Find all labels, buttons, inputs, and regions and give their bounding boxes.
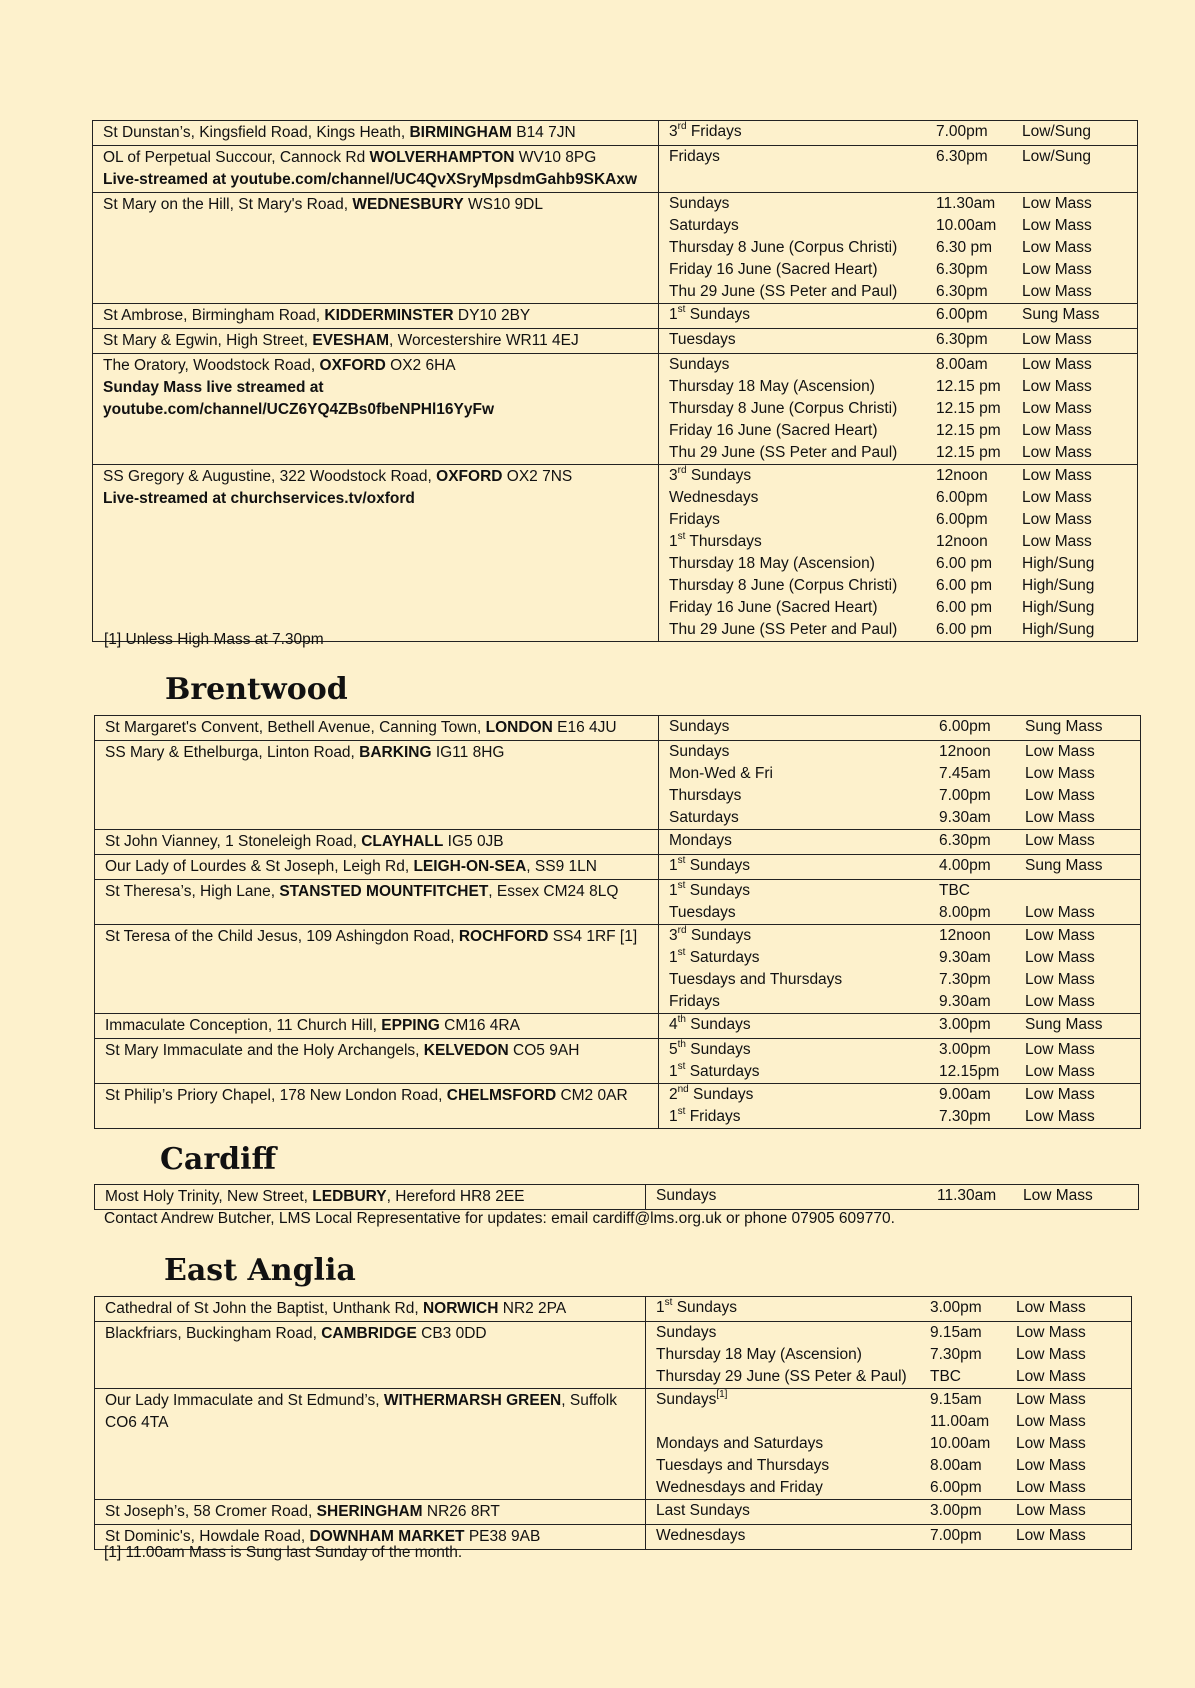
mass-day: Fridays [669,993,720,1010]
mass-time: 3.00pm [930,1299,982,1316]
table-row [93,304,1138,329]
mass-type: Low Mass [1022,467,1092,484]
mass-type: Low Mass [1025,787,1095,804]
church-location: St Teresa of the Child Jesus, 109 Ashingdon Road, ROCHFORD SS4 1RF [1] [95,925,659,1014]
table-row [95,1297,1132,1322]
mass-type: Low Mass [1022,283,1092,300]
table-row [95,1500,1132,1525]
mass-type: Low Mass [1016,1324,1086,1341]
mass-type: Low Mass [1025,949,1095,966]
mass-time: 12noon [939,743,991,760]
mass-day: Tuesdays [669,904,736,921]
mass-type: Low/Sung [1022,148,1091,165]
mass-time: 6.30pm [936,148,988,165]
mass-time: 12noon [936,467,988,484]
mass-times [659,121,1137,143]
mass-times [659,329,1137,351]
table-row [95,880,1141,925]
mass-type [1025,880,1140,902]
mass-type: Low Mass [1023,1187,1093,1204]
mass-time: 6.00pm [936,306,988,323]
table-row [93,121,1138,146]
mass-day: Tuesdays and Thursdays [669,971,843,988]
mass-time: 9.15am [930,1324,982,1341]
mass-type: Low Mass [1016,1457,1086,1474]
mass-day: Mondays [669,832,732,849]
table-row [95,1014,1141,1039]
table-row [95,1322,1132,1389]
mass-type: High/Sung [1022,599,1095,616]
church-location: St Mary on the Hill, St Mary's Road, WEDNESBURY WS10 9DL [93,193,659,304]
church-location: St Theresa’s, High Lane, STANSTED MOUNTFITCHET, Essex CM24 8LQ [95,880,659,925]
mass-time: 12.15 pm [936,422,1001,439]
table-row [95,830,1141,855]
mass-day: 3rd Sundays [669,925,752,944]
mass-type: Low Mass [1022,400,1092,417]
mass-type: Low Mass [1025,927,1095,944]
mass-times [659,716,1140,738]
mass-times [659,830,1140,852]
brentwood-heading: Brentwood [165,672,348,707]
mass-day: Last Sundays [656,1502,750,1519]
mass-type: Low Mass [1022,511,1092,528]
church-location: Blackfriars, Buckingham Road, CAMBRIDGE CB3 0DD [95,1322,646,1389]
table-row [95,855,1141,880]
mass-day: Sundays [669,743,730,760]
mass-type: Sung Mass [1025,1016,1103,1033]
mass-times [659,1084,1140,1128]
mass-time: 10.00am [930,1435,991,1452]
mass-day: 1st Fridays [669,1106,741,1125]
mass-time: 6.30pm [936,261,988,278]
mass-type: Low Mass [1016,1479,1086,1496]
mass-type: Low Mass [1022,356,1092,373]
mass-day: Sundays [669,195,730,212]
church-location: Our Lady Immaculate and St Edmund’s, WITHERMARSH GREEN, Suffolk CO6 4TA [95,1389,646,1500]
table-row [93,193,1138,304]
mass-time: 7.00pm [939,787,991,804]
mass-day: Thu 29 June (SS Peter and Paul) [669,283,898,300]
mass-type: Low Mass [1016,1502,1086,1519]
mass-type: Low Mass [1016,1435,1086,1452]
mass-times [659,354,1137,464]
mass-type: Low Mass [1025,765,1095,782]
church-location: Our Lady of Lourdes & St Joseph, Leigh Rd, LEIGH-ON-SEA, SS9 1LN [95,855,659,880]
mass-day: 1st Saturdays [669,947,760,966]
mass-day: Saturdays [669,217,739,234]
mass-time: 6.00 pm [936,621,993,638]
mass-day: Mon-Wed & Fri [669,765,773,782]
mass-time: 12.15 pm [936,444,1001,461]
mass-time: 9.30am [939,949,991,966]
mass-day: 1st Sundays [669,304,751,323]
mass-times [659,880,1140,924]
mass-time: 4.00pm [939,857,991,874]
mass-day: Thu 29 June (SS Peter and Paul) [669,621,898,638]
mass-time: 8.00am [936,356,988,373]
mass-type: Low Mass [1022,489,1092,506]
mass-type: Low Mass [1025,743,1095,760]
mass-time: 6.00 pm [936,599,993,616]
mass-time: 12noon [939,927,991,944]
table-row [95,1084,1141,1129]
mass-day: Thursdays [669,787,742,804]
mass-time: 12noon [936,533,988,550]
mass-type: Low Mass [1022,261,1092,278]
mass-day: Tuesdays and Thursdays [656,1457,830,1474]
mass-day: Friday 16 June (Sacred Heart) [669,422,878,439]
mass-time: 12.15pm [939,1063,1000,1080]
mass-day: 5th Sundays [669,1039,751,1058]
mass-time: 8.00pm [939,904,991,921]
mass-time: 7.00pm [930,1527,982,1544]
mass-type: High/Sung [1022,577,1095,594]
mass-time: 6.00pm [939,718,991,735]
mass-day: Sundays [656,1324,717,1341]
table-row [95,1039,1141,1084]
church-location: St John Vianney, 1 Stoneleigh Road, CLAYHALL IG5 0JB [95,830,659,855]
mass-type: Low Mass [1022,331,1092,348]
mass-time: 6.30pm [936,283,988,300]
church-location: St Joseph’s, 58 Cromer Road, SHERINGHAM NR26 8RT [95,1500,646,1525]
mass-time: 11.00am [930,1413,990,1430]
mass-type: High/Sung [1022,621,1095,638]
mass-day: 1st Sundays [669,880,751,899]
mass-type: Sung Mass [1022,306,1100,323]
mass-times [659,855,1140,877]
mass-day: 2nd Sundays [669,1084,754,1103]
mass-day: Mondays and Saturdays [656,1435,824,1452]
table-row [95,1389,1132,1500]
mass-type: High/Sung [1022,555,1095,572]
table-row [95,741,1141,830]
mass-times [646,1389,1131,1499]
birmingham-schedule-table [92,120,1138,642]
mass-type: Low Mass [1022,422,1092,439]
mass-type: Low Mass [1025,993,1095,1010]
mass-type: Low Mass [1025,1063,1095,1080]
mass-time: 7.00pm [936,123,988,140]
mass-day: 3rd Fridays [669,121,742,140]
mass-day: Thursday 8 June (Corpus Christi) [669,400,898,417]
cardiff-heading: Cardiff [160,1142,277,1177]
church-location: Cathedral of St John the Baptist, Unthank Rd, NORWICH NR2 2PA [95,1297,646,1322]
mass-time: 3.00pm [939,1041,991,1058]
mass-time: 7.30pm [939,971,991,988]
mass-type: Low Mass [1016,1391,1086,1408]
mass-day: Fridays [669,511,720,528]
church-location: Immaculate Conception, 11 Church Hill, EPPING CM16 4RA [95,1014,659,1039]
table-row [93,465,1138,642]
table-row [93,146,1138,193]
mass-time: 3.00pm [939,1016,991,1033]
cardiff-footnote: Contact Andrew Butcher, LMS Local Representative for updates: email cardiff@lms.org.uk or phone 07905 609770. [104,1210,895,1227]
mass-time: 7.30pm [930,1346,982,1363]
church-location: The Oratory, Woodstock Road, OXFORD OX2 6HA Sunday Mass live streamed at youtube.com/channel/UCZ6YQ4ZBs0fbeNPHl16YyFw [93,354,659,465]
table-row [93,329,1138,354]
mass-day [646,1411,930,1433]
mass-day: Wednesdays [669,489,759,506]
mass-type: Low Mass [1025,832,1095,849]
mass-day: Friday 16 June (Sacred Heart) [669,261,878,278]
mass-times [659,304,1137,326]
mass-times [646,1185,1138,1207]
east-anglia-schedule-table [94,1296,1132,1550]
mass-type: Low Mass [1025,1086,1095,1103]
mass-type: Low Mass [1025,971,1095,988]
mass-times [659,465,1137,641]
mass-times [646,1525,1131,1547]
mass-time: 6.00 pm [936,577,993,594]
mass-day: Thursday 18 May (Ascension) [656,1346,862,1363]
mass-type: Low/Sung [1022,123,1091,140]
mass-day: Wednesdays and Friday [656,1479,823,1496]
mass-time: 6.30 pm [936,239,993,256]
church-location: St Dominic's, Howdale Road, DOWNHAM MARKET PE38 9AB [95,1525,646,1550]
mass-day: Tuesdays [669,331,736,348]
mass-day: Thursday 8 June (Corpus Christi) [669,239,898,256]
mass-type: Low Mass [1016,1527,1086,1544]
mass-day: Sundays[1] [656,1389,728,1408]
mass-time: 6.00 pm [936,555,993,572]
church-location: SS Mary & Ethelburga, Linton Road, BARKING IG11 8HG [95,741,659,830]
mass-day: 4th Sundays [669,1014,751,1033]
mass-time: 9.15am [930,1391,982,1408]
church-location: OL of Perpetual Succour, Cannock Rd WOLVERHAMPTON WV10 8PG Live-streamed at youtube.com/channel/UC4QvXSryMpsdmGahb9SKAxw [93,146,659,193]
mass-time: 6.30pm [936,331,988,348]
mass-times [646,1500,1131,1522]
church-location: St Mary & Egwin, High Street, EVESHAM, Worcestershire WR11 4EJ [93,329,659,354]
mass-type: Low Mass [1025,1041,1095,1058]
mass-day: Sundays [669,356,730,373]
mass-type: Sung Mass [1025,718,1103,735]
table-row [93,354,1138,465]
table-row [95,1185,1139,1210]
east-anglia-heading: East Anglia [164,1253,356,1288]
mass-times [659,741,1140,829]
mass-times [659,925,1140,1013]
mass-times [659,1039,1140,1083]
mass-type: Low Mass [1016,1299,1086,1316]
mass-time: 7.30pm [939,1108,991,1125]
mass-type: Low Mass [1016,1368,1086,1385]
mass-day: Fridays [669,148,720,165]
birmingham-footnote: [1] Unless High Mass at 7.30pm [104,631,324,648]
mass-type: Low Mass [1016,1413,1086,1430]
mass-type: Low Mass [1025,809,1095,826]
mass-day: 1st Sundays [669,855,751,874]
mass-time: 3.00pm [930,1502,982,1519]
mass-times [659,193,1137,303]
mass-time: 10.00am [936,217,997,234]
mass-day: Thu 29 June (SS Peter and Paul) [669,444,898,461]
church-location: St Margaret's Convent, Bethell Avenue, Canning Town, LONDON E16 4JU [95,716,659,741]
mass-day: 1st Thursdays [669,531,762,550]
mass-time: 12.15 pm [936,378,1001,395]
mass-time: 6.30pm [939,832,991,849]
east-anglia-footnote: [1] 11.00am Mass is Sung last Sunday of the month. [104,1544,463,1561]
mass-day: Wednesdays [656,1527,746,1544]
mass-day: Sundays [656,1187,717,1204]
mass-times [646,1322,1131,1388]
mass-day: Saturdays [669,809,739,826]
mass-time: TBC [930,1368,961,1385]
cardiff-schedule-table [94,1184,1139,1210]
mass-type: Low Mass [1022,239,1092,256]
mass-day: Friday 16 June (Sacred Heart) [669,599,878,616]
mass-day: Thursday 29 June (SS Peter & Paul) [656,1368,907,1385]
mass-time: 9.30am [939,993,991,1010]
mass-time: 9.30am [939,809,991,826]
mass-type: Sung Mass [1025,857,1103,874]
church-location: St Philip’s Priory Chapel, 178 New London Road, CHELMSFORD CM2 0AR [95,1084,659,1129]
mass-times [646,1297,1131,1319]
church-location: St Dunstan’s, Kingsfield Road, Kings Heath, BIRMINGHAM B14 7JN [93,121,659,146]
mass-day: 3rd Sundays [669,465,752,484]
mass-time: 11.30am [936,195,996,212]
mass-type: Low Mass [1022,533,1092,550]
mass-time: 8.00am [930,1457,982,1474]
mass-day: Sundays [669,718,730,735]
mass-type: Low Mass [1025,1108,1095,1125]
mass-type: Low Mass [1022,444,1092,461]
table-row [95,716,1141,741]
mass-day: Thursday 18 May (Ascension) [669,378,875,395]
mass-time: 6.00pm [930,1479,982,1496]
mass-time: 7.45am [939,765,991,782]
church-location: St Mary Immaculate and the Holy Archangels, KELVEDON CO5 9AH [95,1039,659,1084]
mass-type: Low Mass [1022,195,1092,212]
mass-times [659,146,1137,168]
church-location: Most Holy Trinity, New Street, LEDBURY, Hereford HR8 2EE [95,1185,646,1210]
mass-type: Low Mass [1022,217,1092,234]
mass-time: 9.00am [939,1086,991,1103]
church-location: St Ambrose, Birmingham Road, KIDDERMINSTER DY10 2BY [93,304,659,329]
mass-day: 1st Sundays [656,1297,738,1316]
mass-type: Low Mass [1022,378,1092,395]
mass-type: Low Mass [1016,1346,1086,1363]
mass-time: 6.00pm [936,511,988,528]
mass-day: 1st Saturdays [669,1061,760,1080]
mass-day: Thursday 8 June (Corpus Christi) [669,577,898,594]
mass-type: Low Mass [1025,904,1095,921]
church-location: SS Gregory & Augustine, 322 Woodstock Road, OXFORD OX2 7NS Live-streamed at churchservices.tv/oxford [93,465,659,642]
mass-time: 6.00pm [936,489,988,506]
mass-times [659,1014,1140,1036]
mass-time: 12.15 pm [936,400,1001,417]
mass-time: TBC [939,882,970,899]
brentwood-schedule-table [94,715,1141,1129]
table-row [95,925,1141,1014]
mass-time: 11.30am [937,1187,997,1204]
mass-day: Thursday 18 May (Ascension) [669,555,875,572]
